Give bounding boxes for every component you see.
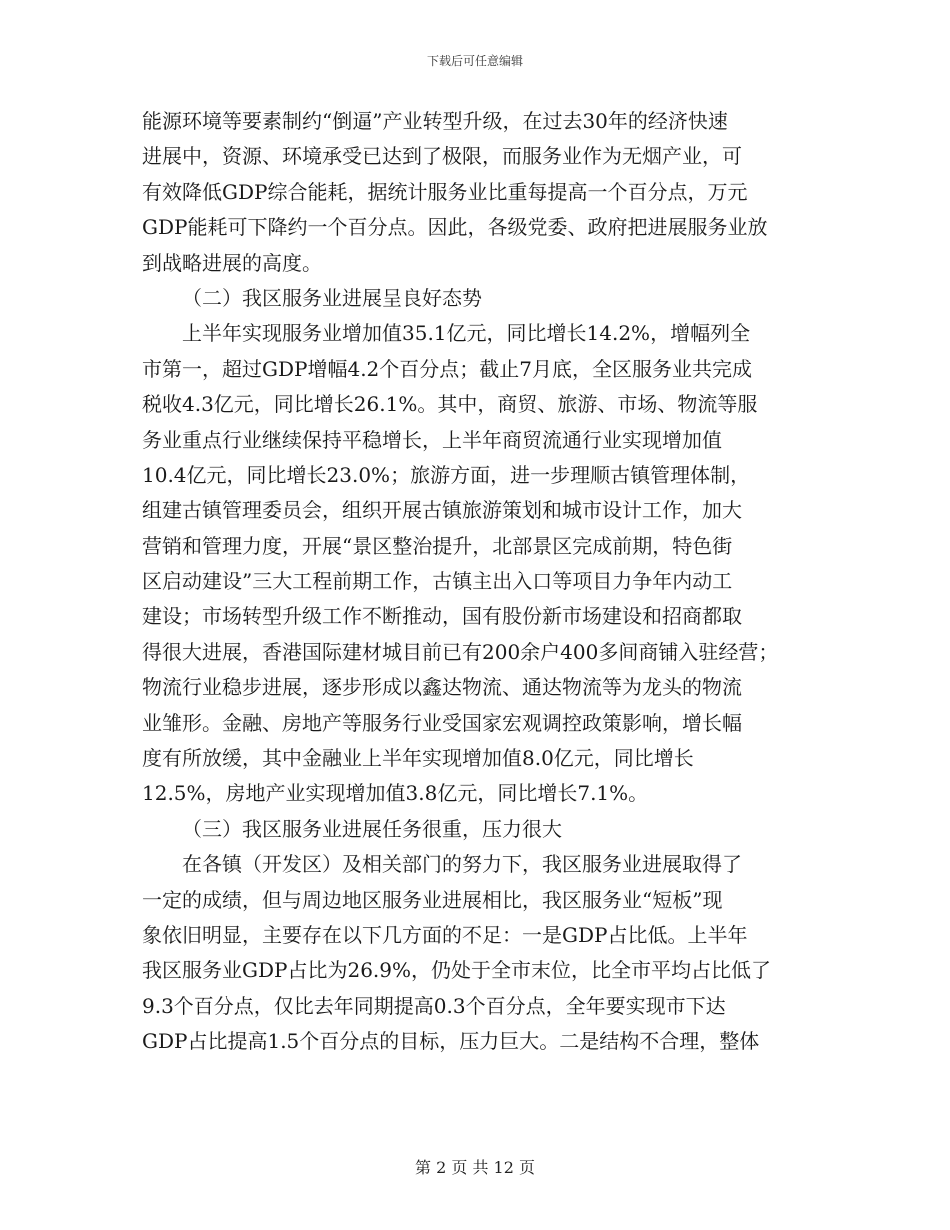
page-number: 第 2 页 共 12 页 — [415, 1158, 535, 1177]
text-line: 区启动建设”三大工程前期工作，古镇主出入口等项目力争年内动工 — [142, 569, 733, 594]
text-line: 得很大进展，香港国际建材城目前已有200余户400多间商铺入驻经营； — [142, 639, 779, 664]
text-line: 营销和管理力度，开展“景区整治提升，北部景区完成前期，特色街 — [142, 533, 733, 558]
text-line: 度有所放缓，其中金融业上半年实现增加值8.0亿元，同比增长 — [142, 746, 694, 771]
text-line: 物流行业稳步进展，逐步形成以鑫达物流、通达物流等为龙头的物流 — [142, 675, 742, 700]
page-header: 下载后可任意编辑 — [426, 54, 523, 68]
text-line: 一定的成绩，但与周边地区服务业进展相比，我区服务业“短板”现 — [142, 887, 723, 912]
text-line: 务业重点行业继续保持平稳增长，上半年商贸流通行业实现增加值 — [142, 427, 722, 452]
text-line: 建设；市场转型升级工作不断推动，国有股份新市场建设和招商都取 — [142, 604, 742, 629]
text-line: 10.4亿元，同比增长23.0%；旅游方面，进一步理顺古镇管理体制， — [142, 462, 751, 487]
text-line: 组建古镇管理委员会，组织开展古镇旅游策划和城市设计工作，加大 — [142, 498, 742, 523]
text-line: GDP能耗可下降约一个百分点。因此，各级党委、政府把进展服务业放 — [142, 215, 768, 240]
text-line: 能源环境等要素制约“倒逼”产业转型升级，在过去30年的经济快速 — [142, 109, 728, 133]
text-line: 9.3个百分点，仅比去年同期提高0.3个百分点，全年要实现市下达 — [142, 993, 726, 1018]
text-line: 有效降低GDP综合能耗，据统计服务业比重每提高一个百分点，万元 — [142, 179, 748, 204]
text-line: 进展中，资源、环境承受已达到了极限，而服务业作为无烟产业，可 — [142, 144, 742, 169]
text-line: 在各镇（开发区）及相关部门的努力下，我区服务业进展取得了 — [182, 852, 742, 877]
section-heading: （三）我区服务业进展任务很重，压力很大 — [182, 816, 562, 841]
text-line: 我区服务业GDP占比为26.9%，仍处于全市末位，比全市平均占比低了 — [142, 958, 772, 983]
text-line: 到战略进展的高度。 — [142, 250, 322, 275]
text-line: 上半年实现服务业增加值35.1亿元，同比增长14.2%，增幅列全 — [182, 321, 751, 346]
section-heading: （二）我区服务业进展呈良好态势 — [182, 285, 482, 310]
body-text — [142, 104, 822, 1060]
text-line: 税收4.3亿元，同比增长26.1%。其中，商贸、旅游、市场、物流等服 — [142, 392, 758, 417]
text-line: 12.5%，房地产业实现增加值3.8亿元，同比增长7.1%。 — [142, 781, 649, 806]
text-line: 市第一，超过GDP增幅4.2个百分点；截止7月底，全区服务业共完成 — [142, 356, 752, 381]
text-line: 象依旧明显，主要存在以下几方面的不足：一是GDP占比低。上半年 — [142, 922, 748, 947]
text-line: GDP占比提高1.5个百分点的目标，压力巨大。二是结构不合理，整体 — [142, 1029, 760, 1054]
text-line: 业雏形。金融、房地产等服务行业受国家宏观调控政策影响，增长幅 — [142, 710, 742, 735]
